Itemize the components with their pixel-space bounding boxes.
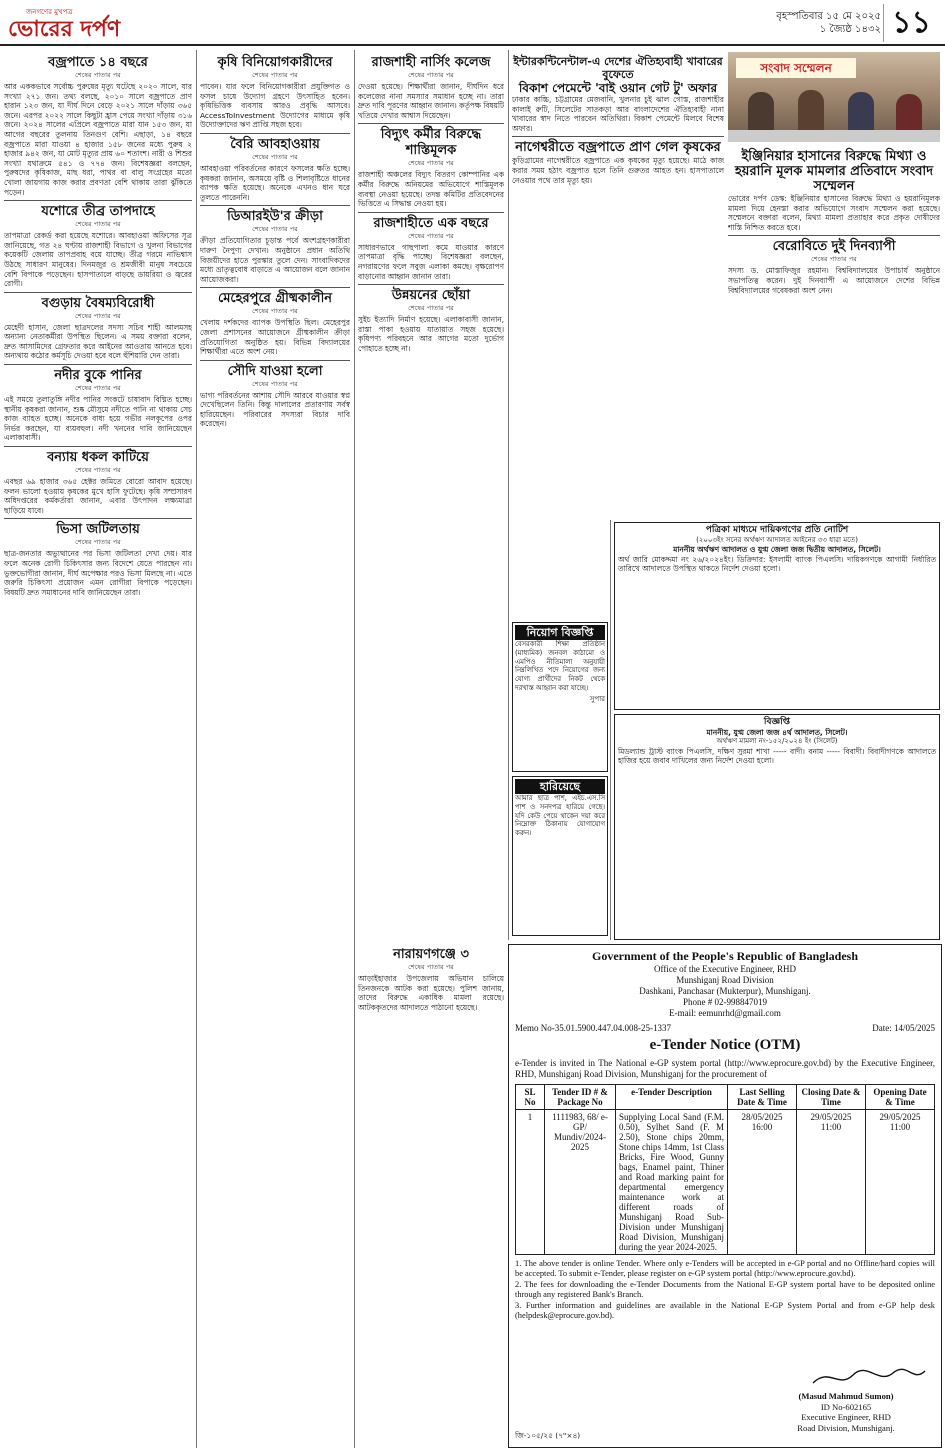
article-continuation: শেষের পাতার পর (75, 538, 121, 547)
article-headline: কৃষি বিনিয়োগকারীদের (217, 55, 333, 70)
article (4, 450, 192, 515)
lost-title: হারিয়েছে (515, 779, 605, 794)
article-body: রাজশাহী অঞ্চলের বিদ্যুৎ বিতরণ কোম্পানির এক কর্মীর বিরুদ্ধে অনিয়মের অভিযোগে শাস্তিমূলক ব্যবস্থা নেওয়া হয়েছে। তদন্ত কমিটির প্রতিবেদনের ভিত্তিতে এ সিদ্ধান্ত নেওয়া হয়। (358, 170, 504, 209)
th-tender-id: Tender ID # & Package No (545, 1085, 616, 1110)
th-last-selling: Last Selling Date & Time (728, 1085, 797, 1110)
tender-phone: Phone # 02-998847019 (683, 997, 767, 1007)
article-headline: মেহেরপুরে গ্রীষ্মকালীন (217, 291, 333, 307)
column-4 (512, 52, 724, 520)
article-headline: বৈরি আবহাওয়ায় (230, 136, 320, 152)
article-headline: নারায়ণগঞ্জে ৩ (393, 947, 469, 962)
tender-intro: e-Tender is invited in The National e-GP system portal (http://www.eprocure.gov.bd) by the Executive Engineer, RHD, Munshiganj Road Division, Munshiganj for the procurement of (515, 1058, 935, 1079)
tender-email: E-mail: eemunrhd@gmail.com (669, 1008, 781, 1018)
article-headline: সৌদি যাওয়া হলো (227, 363, 323, 379)
article-continuation: শেষের পাতার পর (811, 255, 857, 264)
column-2 (200, 52, 350, 1448)
masthead (0, 0, 945, 46)
tender-address: Dashkani, Panchasar (Mukterpur), Munshiganj. (639, 986, 811, 996)
article-headline: বন্যায় ধকল কাটিয়ে (47, 450, 149, 466)
tender-table-header (516, 1085, 935, 1110)
article-continuation: শেষের পাতার পর (408, 71, 454, 79)
sig-title: Executive Engineer, RHD (801, 1412, 891, 1423)
sig-division: Road Division, Munshiganj. (797, 1422, 895, 1433)
article-continuation: শেষের পাতার পর (252, 379, 298, 388)
court-notice-case: অর্থঋণ মামলা নং-১৫২/২০২৪ ইং (সিলেট) (716, 737, 838, 746)
article-headline: যশোরে তীব্র তাপদাহে (41, 204, 155, 220)
lost-body: আমার ছাত্র পাশ, এইচ.এস.সি পাশ ও সনদপত্র হারিয়ে গেছে। যদি কেউ পেয়ে থাকেন দয়া করে নিম্নোক্ত ঠিকানায় যোগাযোগ করুন। (515, 794, 605, 838)
article-headline: উন্নয়নের ছোঁয়া (391, 288, 471, 304)
column-divider (354, 50, 355, 1448)
article-body: মেহেদী হাসান, জেলা ছাত্রদলের সদস্য সচিব শাহী আলমসহ অন্যান্য নেতাকর্মীরা উপস্থিত ছিলেন। এ সময় বক্তারা বলেন, দ্রুত আসামিদের গ্রেফতার করে আইনের আওতায় আনতে হবে। অন্যথায় কঠোর কর্মসূচি দেওয়া হবে বলে হুঁশিয়ারি দেন তারা। (4, 322, 192, 361)
article-headline: ভিসা জটিলতায় (56, 522, 140, 538)
article-continuation: শেষের পাতার পর (408, 159, 454, 168)
press-conference-photo (728, 52, 940, 142)
table-row (516, 1110, 935, 1255)
lost-notice (512, 776, 608, 936)
article-continuation: শেষের পাতার পর (252, 307, 298, 316)
article-headline: বিদ্যুৎ কর্মীর বিরুদ্ধে শাস্তিমূলক (380, 127, 482, 159)
article-body: ক্রীড়া প্রতিযোগিতার চূড়ান্ত পর্বে অংশগ্রহণকারীরা দারুণ নৈপুণ্য দেখান। অনুষ্ঠানে প্রধান অতিথি বিজয়ীদের হাতে পুরস্কার তুলে দেন। সাংবাদিকদের মধ্যে ভ্রাতৃত্ববোধ বাড়াতে এ আয়োজন বলে জানান আয়োজকরা। (200, 236, 350, 284)
court-notice-court: মাননীয়, যুগ্ম জেলা জজ ৪র্থ আদালত, সিলেট। (706, 727, 848, 737)
article (4, 522, 192, 597)
article-body: সদস্য ড. মোস্তাফিজুর রহমান। বিশ্ববিদ্যালয়ের উপাচার্য অনুষ্ঠানে সভাপতিত্ব করেন। দুই দিনব্যাপী এ আয়োজনে দেশের বিভিন্ন বিশ্ববিদ্যালয়ের গবেষকরা অংশ নেন। (728, 266, 940, 295)
article-headline: রাজশাহী নার্সিং কলেজ (371, 55, 491, 70)
tender-memo: Memo No-35.01.5900.447.04.008-25-1337 (515, 1023, 671, 1033)
article-continuation: শেষের পাতার পর (75, 71, 121, 79)
article-headline: বগুড়ায় বৈষম্যবিরোধী (41, 295, 155, 311)
column-divider (196, 50, 197, 1448)
court-notice-body: মিডল্যান্ড ট্রাস্ট ব্যাংক পিএলসি, দক্ষিণ সুরমা শাখা ----- বাদী। বনাম ----- বিবাদী। বিবাদীগণকে আদালতে হাজির হয়ে জবাব দাখিলের জন্য নির্দেশ দেওয়া হলো। (618, 746, 936, 766)
article (358, 288, 504, 353)
newspaper-logo (8, 6, 138, 40)
column-5 (728, 146, 940, 520)
article (358, 947, 504, 1012)
recruitment-title: নিয়োগ বিজ্ঞপ্তি (515, 625, 605, 640)
td-opening: 29/05/2025 11:00 (866, 1110, 935, 1255)
td-tender-id: 1111983, 68/ e-GP/ Mundiv/2024- 2025 (545, 1110, 616, 1255)
legal-notice-title: পত্রিকা মাধ্যমে দায়িকগণের প্রতি নোটিশ (705, 525, 849, 535)
th-closing: Closing Date & Time (797, 1085, 866, 1110)
article (358, 55, 504, 120)
article (728, 239, 940, 295)
article-body: সাধারণভাবে গাছপালা কমে যাওয়ার কারণে তাপমাত্রা বৃদ্ধি পাচ্ছে। বিশেষজ্ঞরা বলছেন, নগরায়ণের ফলে সবুজ এলাকা কমছে। বৃক্ষরোপণ বাড়ানোর আহ্বান জানান তারা। (358, 242, 504, 281)
article (4, 368, 192, 443)
article-continuation: শেষের পাতার পর (75, 466, 121, 475)
tender-memo-line (515, 1023, 935, 1033)
article-headline: রাজশাহীতে এক বছরে (373, 215, 489, 231)
tender-gov: Government of the People's Republic of Bangladesh (592, 949, 858, 963)
article-body: দেওয়া হয়েছে। শিক্ষার্থীরা জানান, দীর্ঘদিন ধরে কলেজের নানা সমস্যার সমাধান হচ্ছে না। তারা দ্রুত দাবি পূরণের আহ্বান জানান। কর্তৃপক্ষ বিষয়টি খতিয়ে দেখার আশ্বাস দিয়েছেন। (358, 82, 504, 120)
recruitment-body: বেসরকারী শিক্ষা প্রতিষ্ঠান (মাধ্যমিক) জনবল কাঠামো ও এমপিও নীতিমালা অনুযায়ী নিম্নলিখিত পদে নিয়োগের জন্য যোগ্য প্রার্থীদের নিকট থেকে দরখাস্ত আহ্বান করা যাচ্ছে। (515, 640, 605, 692)
logo-name: ভোরের দর্পণ (8, 17, 121, 40)
article-body: এই সময়ে তুলাতুঙ্গি নদীর পানির সংকটে চাষাবাদ বিঘ্নিত হচ্ছে। স্থানীয় কৃষকরা জানান, শুষ্ক মৌসুমে নদীতে পানি না থাকায় সেচ কাজ ব্যাহত হচ্ছে। অনেকে বাধ্য হয়ে গভীর নলকূপের ওপর নির্ভর করছেন, যা ব্যয়বহুল। নদী খননের দাবি জানিয়েছেন এলাকাবাসী। (4, 395, 192, 443)
article-headline: ইঞ্জিনিয়ার হাসানের বিরুদ্ধে মিথ্যা ও হয়রানি মূলক মামলার প্রতিবাদে সংবাদ সম্মেলন (734, 149, 934, 194)
person-silhouette (896, 94, 922, 132)
article-body: এবছর ৬৯ হাজার ৩৬৫ হেক্টর জমিতে বোরো আবাদ হয়েছে। ফলন ভালো হওয়ায় কৃষকের মুখে হাসি ফুটেছে। কৃষি সম্প্রসারণ অধিদপ্তরের কর্মকর্তারা জানান, এবার উৎপাদন লক্ষ্যমাত্রা ছাড়িয়ে যাবে। (4, 477, 192, 515)
tender-date: Date: 14/05/2025 (872, 1023, 935, 1033)
article-continuation: শেষের পাতার পর (408, 231, 454, 240)
article-continuation: শেষের পাতার পর (252, 71, 298, 79)
person-silhouette (848, 92, 874, 132)
article-continuation: শেষের পাতার পর (75, 220, 121, 229)
press-table (728, 130, 940, 142)
photo-banner: সংবাদ সম্মেলন (736, 58, 856, 78)
legal-notice-sub: (২০০৩ইং সনের অর্থঋণ আদালত আইনের ৩৩ ধারা মতে) (696, 535, 858, 544)
person-silhouette (798, 90, 824, 132)
th-opening: Opening Date & Time (866, 1085, 935, 1110)
column-divider (508, 50, 509, 940)
article (4, 296, 192, 361)
sig-name: (Masud Mahmud Sumon) (798, 1391, 894, 1401)
article (358, 216, 504, 281)
article-body: আবহাওয়া পরিবর্তনের কারণে ফসলের ক্ষতি হচ্ছে। কৃষকরা জানান, অসময়ে বৃষ্টি ও শিলাবৃষ্টিতে ধানের ব্যাপক ক্ষতি হয়েছে। অনেকে এখনও ধান ঘরে তুলতে পারেননি। (200, 163, 350, 202)
article-body: ভাগ্য পরিবর্তনের আশায় সৌদি আরবে যাওয়ার স্বপ্ন দেখেছিলেন তিনি। কিন্তু দালালের প্রতারণায় সর্বস্ব হারিয়েছেন। পরিবারের সদস্যরা বিচার দাবি করেছেন। (200, 390, 350, 429)
article-headline: ডিআরইউ'র ক্রীড়া (227, 209, 323, 225)
court-notice-title: বিজ্ঞপ্তি (763, 717, 791, 727)
logo-tagline: জনগণের মুখপত্র (26, 8, 73, 16)
sig-id: ID No-602165 (820, 1401, 872, 1412)
article-continuation: শেষের পাতার পর (408, 304, 454, 313)
article-continuation: শেষের পাতার পর (252, 152, 298, 161)
article (200, 364, 350, 429)
article-continuation: শেষের পাতার পর (75, 384, 121, 393)
article-continuation: শেষের পাতার পর (252, 225, 298, 234)
article-headline: বেরোবিতে দুই দিনব্যাপী (772, 239, 896, 255)
legal-notice (614, 522, 940, 710)
article-body: ঢাকার কাচ্চি, চট্টগ্রামের মেজবানি, খুলনার চুই ঝাল গোস্ত, রাজশাহীর কালাই রুটি, সিলেটের সাতকড়া আর বাংলাদেশের ঐতিহ্যবাহী নানা খাবারের স্বাদ নিতে পারবেন অতিথিরা। বিকাশ পেমেন্টে মিলবে বিশেষ অফার। (512, 95, 724, 133)
article-body: আড়াইহাজার উপজেলায় অভিযান চালিয়ে তিনজনকে আটক করা হয়েছে। পুলিশ জানায়, তাদের বিরুদ্ধে একাধিক মামলা রয়েছে। আটককৃতদের আদালতে পাঠানো হয়েছে। (358, 974, 504, 1012)
tender-ref: জি-১০৫/২৫ (৭"×৪) (515, 1431, 581, 1440)
article-subheadline: বিকাশ পেমেন্টে 'বাই ওয়ান গেট টু' অফার (518, 81, 718, 95)
tender-note: 1. The above tender is online Tender. Where only e-Tenders will be accepted in e-GP portal and no Offline/hard copies will be accepted. To submit e-Tender, please register on e-GP system portal (http://www.eprocure.gov.bd). (515, 1259, 935, 1279)
article (200, 137, 350, 202)
date-bengali: ১ জ্যৈষ্ঠ ১৪৩২ (819, 24, 881, 35)
td-sl: 1 (516, 1110, 545, 1255)
article-headline: নদীর বুকে পানির (54, 368, 142, 384)
date-gregorian: বৃহস্পতিবার ১৫ মে ২০২৫ (776, 11, 881, 22)
legal-notice-court: মাননীয় অর্থঋণ আদালত ও যুগ্ম জেলা জজ দ্বিতীয় আদালত, সিলেট। (673, 545, 881, 555)
article (512, 140, 724, 185)
column-3 (358, 52, 504, 940)
legal-notice-body: অর্থ জারি মোকদ্দমা নং ২৬/২০২৪ইং। ডিক্রিদার: ইসলামী ব্যাংক পিএলসি। দায়িকগণকে আগামী নির্ধারিত তারিখে আদালতে উপস্থিত থাকতে নির্দেশ দেওয়া হলো। (618, 554, 936, 574)
article-body: ভোরের দর্পণ ডেস্ক: ইঞ্জিনিয়ার হাসানের বিরুদ্ধে মিথ্যা ও হয়রানিমূলক মামলা দিয়ে হেনস্তা করার অভিযোগে সংবাদ সম্মেলন করা হয়েছে। সম্মেলনে বক্তারা বলেন, মিথ্যা মামলা প্রত্যাহার করে প্রকৃত দোষীদের শাস্তি নিশ্চিত করতে হবে। (728, 194, 940, 232)
article (200, 55, 350, 130)
article-continuation: শেষের পাতার পর (408, 963, 454, 971)
e-tender-notice (508, 944, 942, 1448)
th-sl: SL No (516, 1085, 545, 1110)
article-body: পাবেন। যার ফলে বিনিয়োগকারীরা প্রযুক্তিগত ও ফসল চাষে উদ্যোগ গ্রহণে উৎসাহিত হবেন। কৃষিভিত্তিক ব্যবসায় আরও প্রবৃদ্ধি আসবে। AccessToInvestment উদ্যোগের মাধ্যমে কৃষি উদ্যোক্তাদের ঋণ প্রাপ্তি সহজ হবে। (200, 82, 350, 130)
tender-division: Munshiganj Road Division (676, 975, 774, 985)
article-body: খেলায় দর্শকদের ব্যাপক উপস্থিতি ছিল। মেহেরপুর জেলা প্রশাসনের আয়োজনে গ্রীষ্মকালীন ক্রীড়া প্রতিযোগিতা অনুষ্ঠিত হয়। বিভিন্ন বিদ্যালয়ের শিক্ষার্থীরা এতে অংশ নেয়। (200, 318, 350, 357)
article-headline: বজ্রপাতে ১৪ বছরে (48, 55, 148, 70)
article (512, 55, 724, 133)
column-divider (610, 520, 611, 940)
column-1 (4, 52, 192, 1448)
td-last-selling: 28/05/2025 16:00 (728, 1110, 797, 1255)
dateline (661, 10, 881, 36)
article-continuation: শেষের পাতার পর (75, 311, 121, 320)
tender-note: 3. Further information and guidelines are available in the National E-GP System Portal and from e-GP help desk (helpdesk@eprocure.gov.bd). (515, 1300, 935, 1321)
article-headline: নাগেশ্বরীতে বজ্রপাতে প্রাণ গেল কৃষকের (515, 140, 721, 156)
article-body: আর এককভাবে সর্বোচ্চ পুরুষের মৃত্যু ঘটেছে ২০২০ সালে, যার সংখ্যা ২৭১ জন। তথ্য বলছে, ২০১০ সালে বজ্রপাতে প্রাণ হারান ১২৩ জন, যা দীর্ঘ দিনে বেড়ে ২০২১ সালে দাঁড়ায় ৩৬৫ জনে। এরপর ২০২২ সালে কিছুটা হ্রাস পেয়ে সংখ্যা দাঁড়ায় ৩১৬ জনে। ২০২৪ সালের এপ্রিলে বজ্রপাতে মারা যান ১৫৩ জন, যা আগের বছরের তুলনায় তিনগুণ বেশি। এছাড়া, ১৪ বছরে বজ্রপাতে মারা যাওয়া ৪ হাজার ১৫৮ জনের মধ্যে পুরুষ ২ হাজার ৯৪২ জন, যা মোট মৃত্যুর প্রায় ৬০ শতাংশ। নারী ও শিশুর সংখ্যা যথাক্রমে ৫৪১ ও ৭৭৪ জন। বিশেষজ্ঞরা বলছেন, পুরুষদের কৃষিকাজ, মাছ ধরা, পাথর বা বালু সংগ্রহের মতো খোলা জায়গায় কাজ করার প্রবণতা বেশি থাকায় তারা ঝুঁকিতে পড়েন। (4, 82, 192, 197)
td-description: Supplying Local Sand (F.M. 0.50), Sylhet Sand (F. M 2.50), Stone chips 20mm, Stone chips 14mm, 1st Class Bricks, Fire Wood, Gunny bags, Enamel paint, Thiner and Road marking paint for departmental emergency maintenance work at different roads of Munshiganj Road Sub-Division under Munshiganj Road Division, Munshiganj during the year 2024-2025. (616, 1110, 728, 1255)
article-body: ছাত্র-জনতার অভ্যুত্থানের পর ভিসা জটিলতা দেখা দেয়। যার ফলে অনেক রোগী চিকিৎসার জন্য বিদেশে যেতে পারছেন না। ভুক্তভোগীরা জানান, দীর্ঘ অপেক্ষার পরও ভিসা মিলছে না। এতে জরুরি চিকিৎসা প্রয়োজন এমন রোগীরা বিপাকে পড়েছেন। বিষয়টি দ্রুত সমাধানের দাবি জানিয়েছেন তারা। (4, 549, 192, 597)
court-notice (614, 714, 940, 940)
article (4, 55, 192, 197)
tender-table (515, 1084, 935, 1255)
tender-office: Office of the Executive Engineer, RHD (654, 964, 796, 974)
page-number: ১১ (883, 4, 939, 42)
article (728, 149, 940, 232)
article (200, 291, 350, 356)
tender-signature-block (759, 1391, 933, 1433)
article (4, 204, 192, 289)
article-body: কুড়িগ্রামের নাগেশ্বরীতে বজ্রপাতে এক কৃষকের মৃত্যু হয়েছে। মাঠে কাজ করার সময় হঠাৎ বজ্রপাত হলে তিনি গুরুতর আহত হন। হাসপাতালে নেওয়ার পথে তার মৃত্যু হয়। (512, 156, 724, 185)
article-body: তাপমাত্রা রেকর্ড করা হয়েছে যশোরে। আবহাওয়া অফিসের সূত্র জানিয়েছে, গত ২৪ ঘণ্টায় রাজশাহী বিভাগে ও খুলনা বিভাগের কয়েকটি জেলায় তাপপ্রবাহ বয়ে যাচ্ছে। তীব্র গরমে নাভিশ্বাস উঠছে সাধারণ মানুষের। দিনমজুর ও শ্রমজীবী মানুষ সবচেয়ে বেশি বিপাকে পড়েছেন। হাসপাতালে বাড়ছে ডায়রিয়া ও জ্বরের রোগী। (4, 231, 192, 289)
article (200, 209, 350, 284)
tender-notes (515, 1259, 935, 1321)
recruitment-signature: সুপার (589, 694, 605, 703)
person-silhouette (748, 92, 774, 132)
article (358, 127, 504, 208)
tender-note: 2. The fees for downloading the e-Tender Documents from the National E-GP system portal have to be deposited online through any registered Bank's Branch. (515, 1279, 935, 1300)
article-body: সুইচ ইত্যাদি নির্মাণ হয়েছে। এলাকাবাসী জানান, রাস্তা পাকা হওয়ায় যাতায়াত সহজ হয়েছে। কৃষিপণ্য পরিবহনে আর আগের মতো দুর্ভোগ পোহাতে হচ্ছে না। (358, 315, 504, 353)
column-3-lower (358, 944, 504, 1448)
signature-scribble (809, 1365, 929, 1391)
recruitment-notice (512, 622, 608, 772)
td-closing: 29/05/2025 11:00 (797, 1110, 866, 1255)
article-headline: ইন্টারকন্টিনেন্টাল-এ দেশের ঐতিহ্যবাহী খাবারের বুফেতে (513, 55, 723, 81)
tender-title: e-Tender Notice (OTM) (649, 1037, 801, 1053)
th-description: e-Tender Description (616, 1085, 728, 1110)
